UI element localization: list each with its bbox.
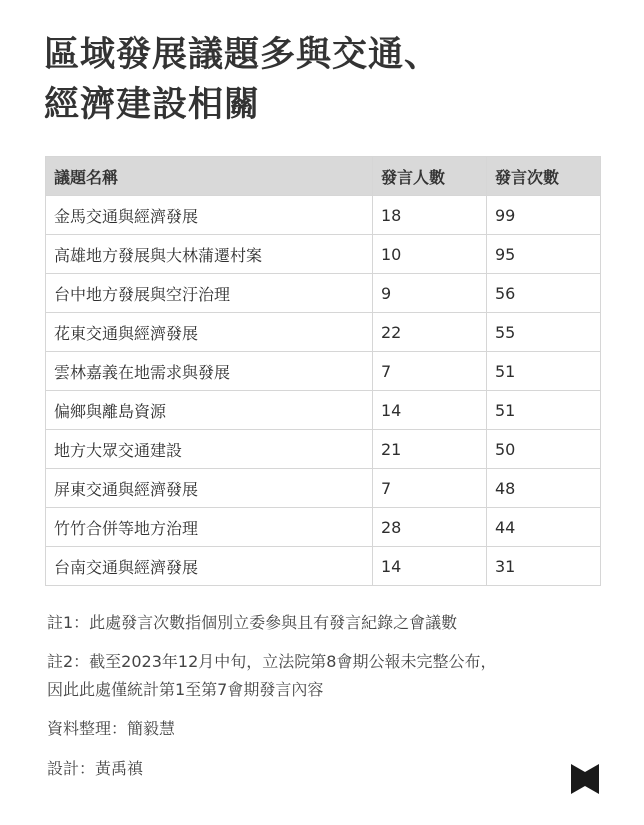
cell-speeches: 51 (487, 391, 601, 430)
topic-table (45, 156, 601, 586)
cell-speakers: 28 (373, 508, 487, 547)
cell-speeches: 51 (487, 352, 601, 391)
cell-speeches: 56 (487, 274, 601, 313)
table-row (46, 508, 601, 547)
cell-topic: 竹竹合併等地方治理 (46, 508, 373, 547)
source-credit: 資料整理：簡毅慧 (47, 719, 176, 738)
cell-topic: 金馬交通與經濟發展 (46, 196, 373, 235)
cell-topic: 台南交通與經濟發展 (46, 547, 373, 586)
cell-speakers: 7 (373, 352, 487, 391)
cell-speakers: 18 (373, 196, 487, 235)
table-row (46, 196, 601, 235)
cell-speeches: 99 (487, 196, 601, 235)
cell-topic: 偏鄉與離島資源 (46, 391, 373, 430)
table-row (46, 313, 601, 352)
note-2-line-2: 因此此處僅統計第1至第7會期發言內容 (47, 680, 324, 699)
title-line-1: 區域發展議題多與交通、 (44, 35, 441, 75)
cell-speakers: 22 (373, 313, 487, 352)
cell-speeches: 50 (487, 430, 601, 469)
cell-speakers: 10 (373, 235, 487, 274)
cell-topic: 雲林嘉義在地需求與發展 (46, 352, 373, 391)
table-row (46, 235, 601, 274)
cell-speeches: 55 (487, 313, 601, 352)
page-title (44, 30, 604, 130)
note-1: 註1：此處發言次數指個別立委參與且有發言紀錄之會議數 (47, 613, 458, 632)
note-2 (47, 648, 607, 704)
cell-topic: 花東交通與經濟發展 (46, 313, 373, 352)
cell-topic: 高雄地方發展與大林蒲遷村案 (46, 235, 373, 274)
table-row (46, 274, 601, 313)
design-credit: 設計：黃禹禛 (47, 759, 144, 778)
table-header-row (46, 157, 601, 196)
header-topic-name: 議題名稱 (46, 157, 373, 196)
table-row (46, 469, 601, 508)
cell-speeches: 31 (487, 547, 601, 586)
table-row (46, 391, 601, 430)
cell-speakers: 21 (373, 430, 487, 469)
cell-topic: 屏東交通與經濟發展 (46, 469, 373, 508)
cell-topic: 地方大眾交通建設 (46, 430, 373, 469)
cell-speeches: 95 (487, 235, 601, 274)
title-line-2: 經濟建設相關 (44, 85, 261, 125)
cell-topic: 台中地方發展與空汙治理 (46, 274, 373, 313)
cell-speakers: 9 (373, 274, 487, 313)
header-speech-count: 發言次數 (487, 157, 601, 196)
table-row (46, 430, 601, 469)
cell-speeches: 44 (487, 508, 601, 547)
footnotes (47, 608, 607, 794)
header-speaker-count: 發言人數 (373, 157, 487, 196)
cell-speakers: 14 (373, 391, 487, 430)
bowtie-logo-icon (571, 764, 599, 794)
cell-speakers: 14 (373, 547, 487, 586)
table-row (46, 352, 601, 391)
cell-speakers: 7 (373, 469, 487, 508)
table-row (46, 547, 601, 586)
note-2-line-1: 註2：截至2023年12月中旬，立法院第8會期公報未完整公布， (47, 652, 497, 671)
cell-speeches: 48 (487, 469, 601, 508)
